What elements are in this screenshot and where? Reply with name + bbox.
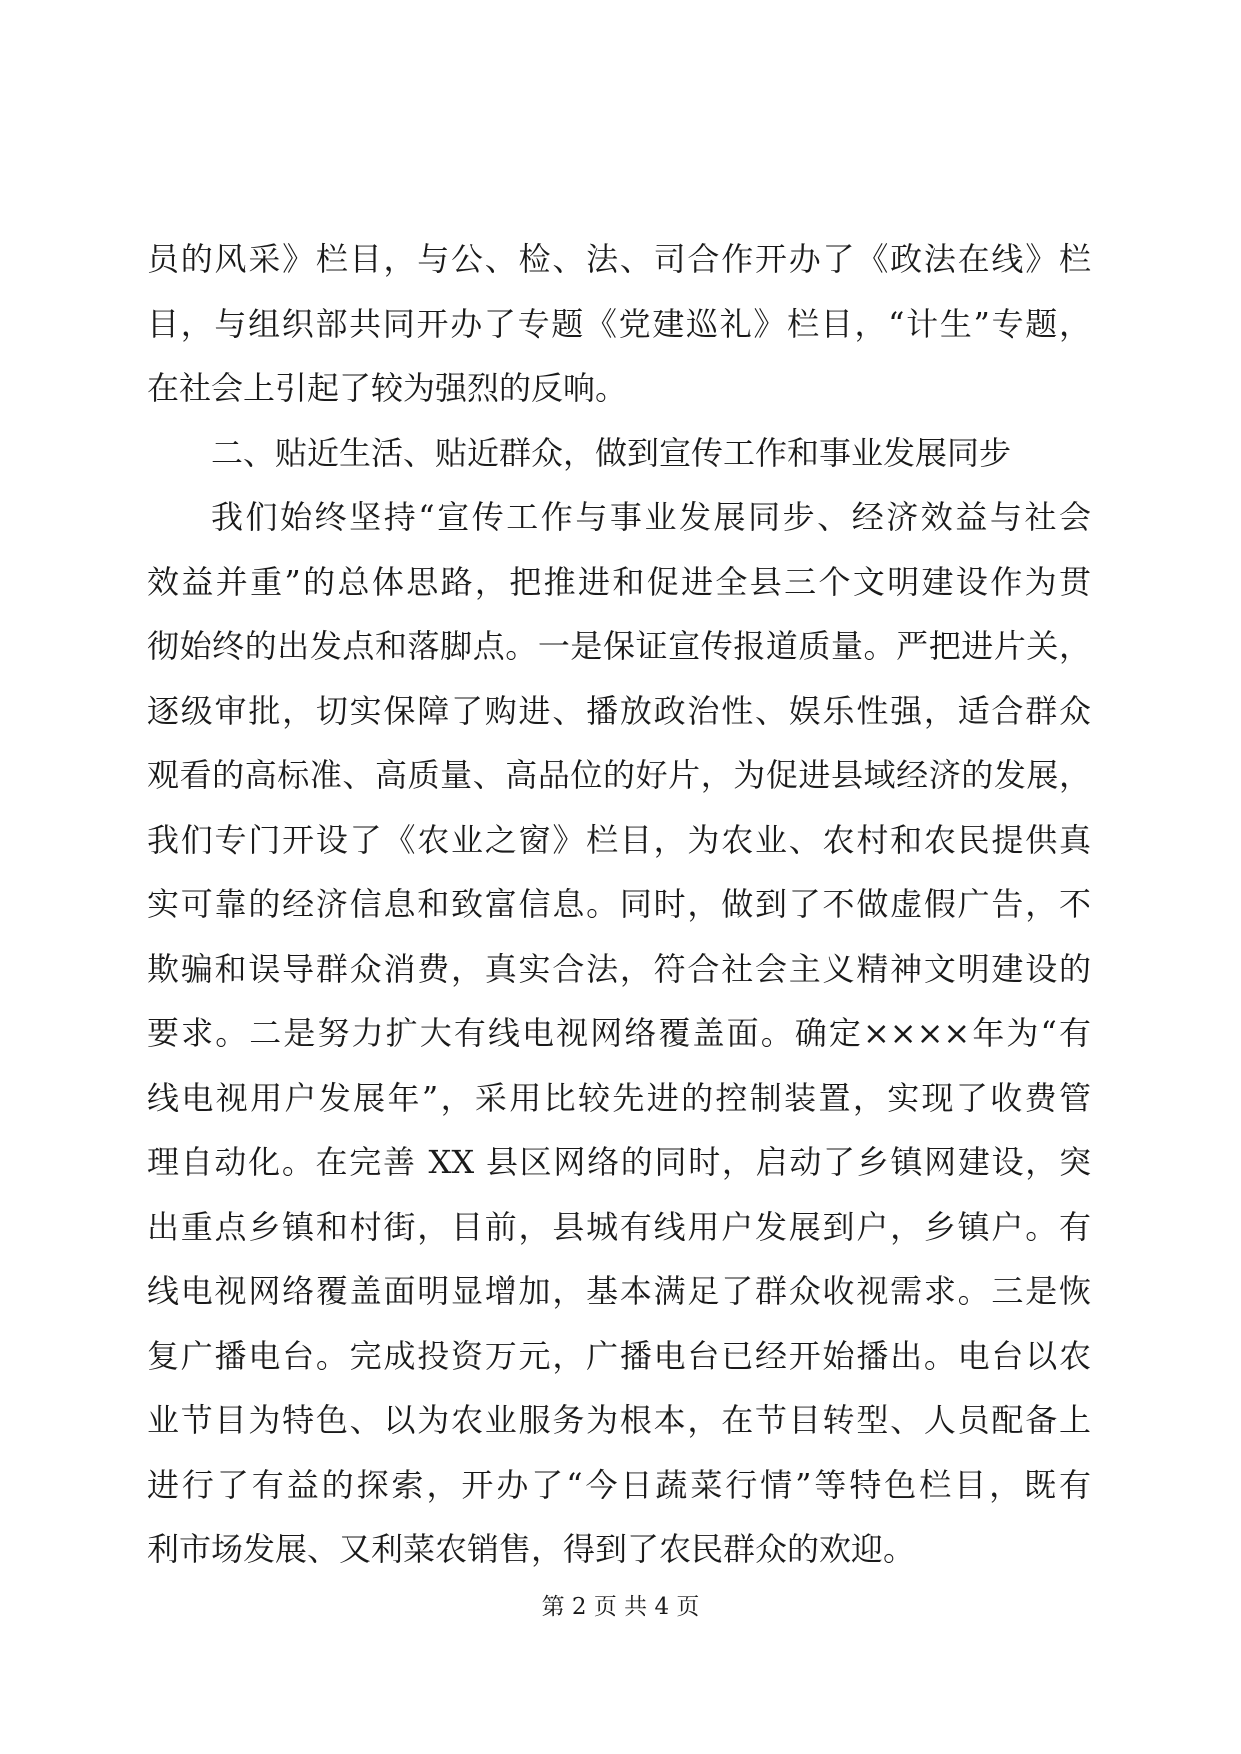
text-line: 利市场发展、又利菜农销售，得到了农民群众的欢迎。 [147,1530,916,1568]
text-line: 要求。二是努力扩大有线电视网络覆盖面。确定××××年为“有 [147,1014,1091,1052]
text-line: 出重点乡镇和村街，目前，县城有线用户发展到户，乡镇户。有 [147,1207,1091,1246]
text-line: 业节目为特色、以为农业服务为根本，在节目转型、人员配备上 [147,1401,1091,1439]
text-line: 在社会上引起了较为强烈的反响。 [147,369,628,407]
text-line: 欺骗和误导群众消费，真实合法，符合社会主义精神文明建设的 [147,949,1091,988]
text-line: 实可靠的经济信息和致富信息。同时，做到了不做虚假广告，不 [147,885,1091,923]
text-line: 目，与组织部共同开办了专题《党建巡礼》栏目，“计生”专题， [147,304,1091,343]
text-line: 员的风采》栏目，与公、检、法、司合作开办了《政法在线》栏 [147,240,1091,278]
text-line: 进行了有益的探索，开办了“今日蔬菜行情”等特色栏目，既有 [147,1465,1091,1504]
text-line: 效益并重”的总体思路，把推进和促进全县三个文明建设作为贯 [147,562,1091,601]
text-line: 我们始终坚持“宣传工作与事业发展同步、经济效益与社会 [211,498,1091,536]
page-footer: 第 2 页 共 4 页 [541,1594,700,1620]
text-line: 观看的高标准、高质量、高品位的好片，为促进县域经济的发展， [147,756,1091,794]
text-line: 彻始终的出发点和落脚点。一是保证宣传报道质量。严把进片关， [147,627,1091,665]
text-line: 我们专门开设了《农业之窗》栏目，为农业、农村和农民提供真 [147,820,1091,859]
document-body [147,227,1091,1582]
text-line: 二、贴近生活、贴近群众，做到宣传工作和事业发展同步 [211,433,1012,472]
text-line: 线电视用户发展年”，采用比较先进的控制装置，实现了收费管 [147,1078,1091,1117]
text-line: 逐级审批，切实保障了购进、播放政治性、娱乐性强，适合群众 [147,691,1091,730]
text-line: 线电视网络覆盖面明显增加，基本满足了群众收视需求。三是恢 [147,1272,1091,1310]
text-line: 复广播电台。完成投资万元，广播电台已经开始播出。电台以农 [147,1336,1091,1375]
text-line: 理自动化。在完善 XX 县区网络的同时，启动了乡镇网建设，突 [147,1143,1091,1181]
